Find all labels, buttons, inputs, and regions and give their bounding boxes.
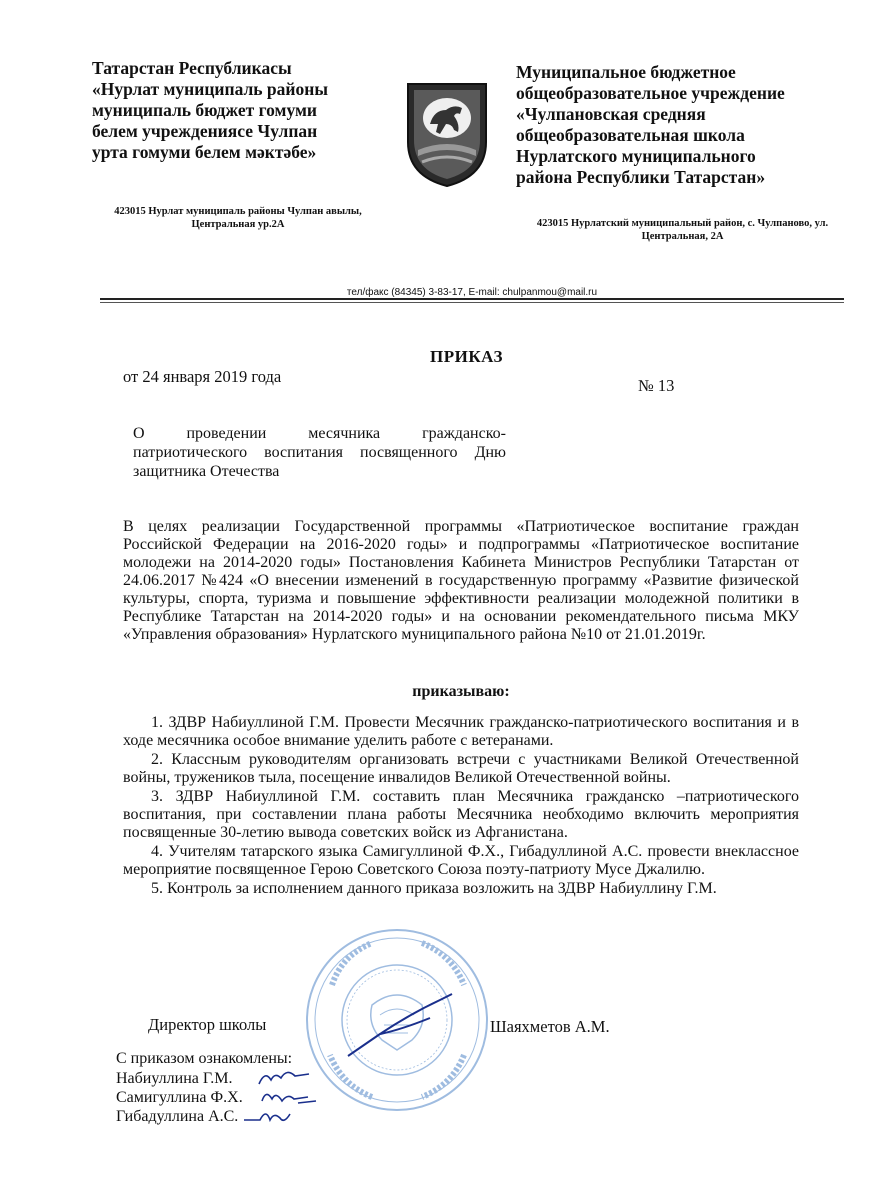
header-right-line: «Чулпановская средняя <box>516 104 706 124</box>
order-date: от 24 января 2019 года <box>123 367 282 386</box>
header-tatar-org-name <box>92 58 392 163</box>
order-directive-word: приказываю: <box>412 683 510 700</box>
header-left-line: муниципаль бюджет гомуми <box>92 100 317 120</box>
acknowledged-person: Набиуллина Г.М. <box>116 1070 233 1087</box>
order-item: 5. Контроль за исполнением данного приказа возложить на ЗДВР Набиуллину Г.М. <box>151 880 717 897</box>
director-signature-icon <box>340 990 460 1060</box>
address-left-line: Центральная ур.2А <box>191 219 285 230</box>
header-divider-thin <box>100 302 844 303</box>
header-russian-org-name <box>516 62 846 188</box>
order-number: № 13 <box>638 376 675 395</box>
header-left-line: урта гомуми белем мәктәбе» <box>92 142 317 162</box>
document-title: ПРИКАЗ <box>430 347 503 366</box>
header-right-line: Нурлатского муниципального <box>516 146 756 166</box>
address-right-line: 423015 Нурлатский муниципальный район, с. Чулпаново, ул. <box>536 218 829 229</box>
contact-line <box>100 287 844 298</box>
address-right-line: Центральная, 2А <box>641 231 724 242</box>
acknowledgement-title: С приказом ознакомлены: <box>116 1050 293 1067</box>
order-item: 1. ЗДВР Набиуллиной Г.М. Провести Месячник гражданско-патриотического воспитания и в ходе месячника особое внимание уделить работе с ветеранами. <box>123 714 799 749</box>
address-left-line: 423015 Нурлат муниципаль районы Чулпан авылы, <box>114 206 362 217</box>
header-left-line: белем учреждениясе Чулпан <box>92 121 318 141</box>
header-left-line: «Нурлат муниципаль районы <box>92 79 328 99</box>
order-item: 4. Учителям татарского языка Самигуллиной Ф.Х., Гибадуллиной А.С. провести внеклассное мероприятие посвященное Герою Советского Союза поэту-патриоту Мусе Джалилю. <box>123 843 799 878</box>
director-position: Директор школы <box>148 1015 267 1034</box>
header-divider <box>100 298 844 300</box>
address-russian <box>510 217 855 243</box>
acknowledged-person: Самигуллина Ф.Х. <box>116 1089 243 1106</box>
director-name: Шаяхметов А.М. <box>490 1017 610 1036</box>
handwritten-signature-icon <box>255 1066 315 1088</box>
order-item: 3. ЗДВР Набиуллиной Г.М. составить план Месячника гражданско –патриотического воспитания, при составлении плана работы Месячника необходимо включить мероприятия посвященные 30-летию вывода советских войск из Афганистана. <box>123 788 799 841</box>
order-subject: О проведении месячника гражданско-патриотического воспитания посвященного Дню защитника Отечества <box>133 425 506 480</box>
acknowledged-person: Гибадуллина А.С. <box>116 1108 239 1125</box>
order-preamble: В целях реализации Государственной программы «Патриотическое воспитание граждан Российской Федерации на 2016-2020 годы» и подпрограммы «Патриотическое воспитание молодежи на 2014-2020 годы» Постановления Кабинета Министров Республики Татарстан от 24.06.2017 №424 «О внесении изменений в государственную программу «Развитие физической культуры, спорта, туризма и повышение эффективности реализации молодежной политики в Республике Татарстан на 2014-2020 годы» и на основании рекомендательного письма МКУ «Управления образования» Нурлатского муниципального района №10 от 21.01.2019г. <box>123 518 799 643</box>
header-right-line: района Республики Татарстан» <box>516 167 766 187</box>
order-item: 2. Классным руководителям организовать встречи с участниками Великой Отечественной войны, тружеников тыла, посещение инвалидов Великой Отечественной войны. <box>123 751 799 786</box>
contact-text: тел/факс (84345) 3-83-17, E-mail: chulpanmou@mail.ru <box>343 287 601 298</box>
tatarstan-emblem-icon <box>404 80 490 188</box>
header-left-line: Татарстан Республикасы <box>92 58 292 78</box>
address-tatar <box>88 205 388 231</box>
header-right-line: Муниципальное бюджетное <box>516 62 736 82</box>
header-right-line: общеобразовательная школа <box>516 125 745 145</box>
handwritten-signature-icon <box>240 1104 300 1126</box>
header-right-line: общеобразовательное учреждение <box>516 83 785 103</box>
order-items <box>123 714 799 899</box>
